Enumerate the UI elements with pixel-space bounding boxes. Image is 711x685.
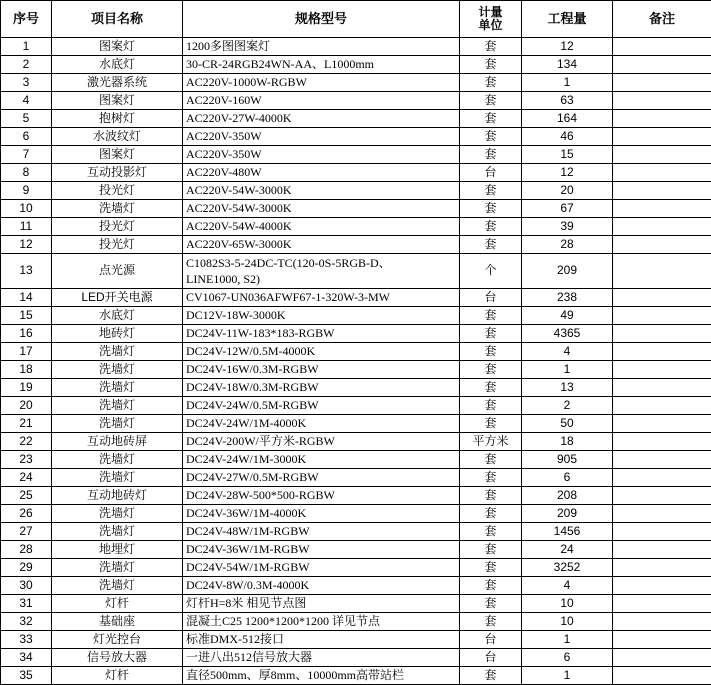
cell-spec: DC24V-24W/0.5M-RGBW bbox=[183, 397, 460, 415]
table-row bbox=[1, 164, 711, 182]
cell-spec: AC220V-27W-4000K bbox=[183, 110, 460, 128]
table-header-row bbox=[1, 1, 711, 38]
cell-index: 25 bbox=[1, 487, 52, 505]
cell-spec: DC24V-16W/0.3M-RGBW bbox=[183, 361, 460, 379]
cell-unit: 套 bbox=[460, 110, 522, 128]
cell-quantity: 63 bbox=[522, 92, 613, 110]
table-row bbox=[1, 541, 711, 559]
cell-name: 激光器系统 bbox=[52, 74, 183, 92]
cell-spec: AC220V-1000W-RGBW bbox=[183, 74, 460, 92]
cell-name: 洗墙灯 bbox=[52, 200, 183, 218]
cell-quantity: 10 bbox=[522, 613, 613, 631]
cell-unit: 套 bbox=[460, 595, 522, 613]
cell-name: 洗墙灯 bbox=[52, 469, 183, 487]
table-row bbox=[1, 451, 711, 469]
cell-spec: DC24V-24W/1M-4000K bbox=[183, 415, 460, 433]
cell-note bbox=[613, 128, 711, 146]
cell-index: 3 bbox=[1, 74, 52, 92]
cell-quantity: 15 bbox=[522, 146, 613, 164]
cell-name: 地砖灯 bbox=[52, 325, 183, 343]
cell-quantity: 46 bbox=[522, 128, 613, 146]
cell-quantity: 209 bbox=[522, 254, 613, 289]
cell-unit: 套 bbox=[460, 667, 522, 685]
cell-name: 水底灯 bbox=[52, 307, 183, 325]
cell-index: 11 bbox=[1, 218, 52, 236]
cell-quantity: 20 bbox=[522, 182, 613, 200]
table-row bbox=[1, 595, 711, 613]
cell-name: 信号放大器 bbox=[52, 649, 183, 667]
cell-quantity: 24 bbox=[522, 541, 613, 559]
cell-note bbox=[613, 56, 711, 74]
cell-index: 28 bbox=[1, 541, 52, 559]
table-row bbox=[1, 38, 711, 56]
cell-unit: 台 bbox=[460, 289, 522, 307]
cell-spec: 1200多图图案灯 bbox=[183, 38, 460, 56]
table-body bbox=[1, 38, 711, 685]
cell-quantity: 67 bbox=[522, 200, 613, 218]
table-row bbox=[1, 74, 711, 92]
cell-name: 灯光控台 bbox=[52, 631, 183, 649]
cell-index: 1 bbox=[1, 38, 52, 56]
cell-unit: 套 bbox=[460, 128, 522, 146]
cell-unit: 套 bbox=[460, 415, 522, 433]
cell-unit: 套 bbox=[460, 325, 522, 343]
column-header-spec: 规格型号 bbox=[183, 1, 460, 38]
table-row bbox=[1, 631, 711, 649]
cell-quantity: 12 bbox=[522, 38, 613, 56]
cell-spec: DC24V-28W-500*500-RGBW bbox=[183, 487, 460, 505]
cell-note bbox=[613, 361, 711, 379]
cell-spec: AC220V-54W-3000K bbox=[183, 182, 460, 200]
cell-index: 29 bbox=[1, 559, 52, 577]
cell-index: 6 bbox=[1, 128, 52, 146]
cell-spec: AC220V-65W-3000K bbox=[183, 236, 460, 254]
cell-unit: 台 bbox=[460, 649, 522, 667]
cell-name: 水底灯 bbox=[52, 56, 183, 74]
cell-quantity: 3252 bbox=[522, 559, 613, 577]
cell-name: 互动投影灯 bbox=[52, 164, 183, 182]
cell-spec: AC220V-350W bbox=[183, 128, 460, 146]
cell-name: 投光灯 bbox=[52, 182, 183, 200]
cell-spec: DC24V-8W/0.3M-4000K bbox=[183, 577, 460, 595]
cell-note bbox=[613, 631, 711, 649]
cell-spec: DC24V-27W/0.5M-RGBW bbox=[183, 469, 460, 487]
cell-index: 24 bbox=[1, 469, 52, 487]
cell-unit: 套 bbox=[460, 577, 522, 595]
cell-note bbox=[613, 74, 711, 92]
table-row bbox=[1, 649, 711, 667]
cell-note bbox=[613, 397, 711, 415]
cell-index: 31 bbox=[1, 595, 52, 613]
cell-spec: 混凝土C25 1200*1200*1200 详见节点 bbox=[183, 613, 460, 631]
cell-index: 35 bbox=[1, 667, 52, 685]
cell-index: 8 bbox=[1, 164, 52, 182]
cell-index: 12 bbox=[1, 236, 52, 254]
table-row bbox=[1, 559, 711, 577]
cell-note bbox=[613, 523, 711, 541]
cell-spec: DC24V-24W/1M-3000K bbox=[183, 451, 460, 469]
cell-quantity: 12 bbox=[522, 164, 613, 182]
cell-name: 抱树灯 bbox=[52, 110, 183, 128]
table-row bbox=[1, 379, 711, 397]
cell-name: 图案灯 bbox=[52, 146, 183, 164]
cell-note bbox=[613, 146, 711, 164]
cell-index: 10 bbox=[1, 200, 52, 218]
cell-name: 洗墙灯 bbox=[52, 361, 183, 379]
table-row bbox=[1, 487, 711, 505]
cell-index: 17 bbox=[1, 343, 52, 361]
cell-unit: 套 bbox=[460, 469, 522, 487]
cell-unit: 套 bbox=[460, 38, 522, 56]
cell-spec-line1: C1082S3-5-24DC-TC(120-0S-5RGB-D、 bbox=[186, 255, 456, 271]
cell-note bbox=[613, 433, 711, 451]
column-header-unit-line1: 计量 bbox=[463, 6, 518, 19]
cell-name: 基础座 bbox=[52, 613, 183, 631]
cell-name: 投光灯 bbox=[52, 218, 183, 236]
cell-name: 洗墙灯 bbox=[52, 343, 183, 361]
cell-spec: 一进八出512信号放大器 bbox=[183, 649, 460, 667]
cell-index: 9 bbox=[1, 182, 52, 200]
cell-name: 地埋灯 bbox=[52, 541, 183, 559]
cell-quantity: 208 bbox=[522, 487, 613, 505]
table-row bbox=[1, 469, 711, 487]
table-row bbox=[1, 254, 711, 289]
cell-name: 图案灯 bbox=[52, 92, 183, 110]
cell-spec: DC24V-200W/平方米-RGBW bbox=[183, 433, 460, 451]
cell-unit: 台 bbox=[460, 164, 522, 182]
cell-index: 5 bbox=[1, 110, 52, 128]
cell-note bbox=[613, 289, 711, 307]
column-header-quantity: 工程量 bbox=[522, 1, 613, 38]
cell-quantity: 39 bbox=[522, 218, 613, 236]
table-row bbox=[1, 56, 711, 74]
cell-index: 18 bbox=[1, 361, 52, 379]
cell-spec: DC24V-48W/1M-RGBW bbox=[183, 523, 460, 541]
cell-note bbox=[613, 92, 711, 110]
cell-name: 互动地砖屏 bbox=[52, 433, 183, 451]
cell-note bbox=[613, 200, 711, 218]
cell-quantity: 6 bbox=[522, 649, 613, 667]
cell-note bbox=[613, 577, 711, 595]
table-row bbox=[1, 182, 711, 200]
cell-quantity: 1 bbox=[522, 361, 613, 379]
cell-spec: DC24V-11W-183*183-RGBW bbox=[183, 325, 460, 343]
cell-spec: 标准DMX-512接口 bbox=[183, 631, 460, 649]
cell-index: 15 bbox=[1, 307, 52, 325]
cell-note bbox=[613, 595, 711, 613]
cell-name: 图案灯 bbox=[52, 38, 183, 56]
cell-unit: 套 bbox=[460, 361, 522, 379]
cell-quantity: 1 bbox=[522, 631, 613, 649]
cell-index: 33 bbox=[1, 631, 52, 649]
cell-note bbox=[613, 379, 711, 397]
cell-unit: 套 bbox=[460, 236, 522, 254]
cell-note bbox=[613, 649, 711, 667]
cell-quantity: 4 bbox=[522, 343, 613, 361]
cell-quantity: 13 bbox=[522, 379, 613, 397]
column-header-index: 序号 bbox=[1, 1, 52, 38]
cell-spec: 灯杆H=8米 相见节点图 bbox=[183, 595, 460, 613]
cell-quantity: 905 bbox=[522, 451, 613, 469]
cell-name: 点光源 bbox=[52, 254, 183, 289]
cell-index: 34 bbox=[1, 649, 52, 667]
table-row bbox=[1, 200, 711, 218]
cell-note bbox=[613, 487, 711, 505]
cell-spec: DC24V-36W/1M-RGBW bbox=[183, 541, 460, 559]
cell-quantity: 4365 bbox=[522, 325, 613, 343]
cell-index: 32 bbox=[1, 613, 52, 631]
cell-quantity: 134 bbox=[522, 56, 613, 74]
cell-name: 洗墙灯 bbox=[52, 505, 183, 523]
table-row bbox=[1, 110, 711, 128]
cell-note bbox=[613, 415, 711, 433]
cell-index: 22 bbox=[1, 433, 52, 451]
cell-note bbox=[613, 236, 711, 254]
cell-index: 14 bbox=[1, 289, 52, 307]
cell-unit: 套 bbox=[460, 307, 522, 325]
cell-quantity: 164 bbox=[522, 110, 613, 128]
cell-unit: 套 bbox=[460, 343, 522, 361]
cell-unit: 套 bbox=[460, 541, 522, 559]
cell-quantity: 50 bbox=[522, 415, 613, 433]
cell-name: 洗墙灯 bbox=[52, 559, 183, 577]
table-row bbox=[1, 343, 711, 361]
cell-unit: 个 bbox=[460, 254, 522, 289]
table-row bbox=[1, 361, 711, 379]
cell-spec-line2: LINE1000, S2) bbox=[186, 271, 456, 287]
cell-spec: 直径500mm、厚8mm、10000mm高带站栏 bbox=[183, 667, 460, 685]
cell-spec: DC12V-18W-3000K bbox=[183, 307, 460, 325]
cell-index: 19 bbox=[1, 379, 52, 397]
cell-note bbox=[613, 182, 711, 200]
cell-note bbox=[613, 559, 711, 577]
cell-index: 26 bbox=[1, 505, 52, 523]
table-row bbox=[1, 128, 711, 146]
cell-spec: CV1067-UN036AFWF67-1-320W-3-MW bbox=[183, 289, 460, 307]
table-row bbox=[1, 307, 711, 325]
table-row bbox=[1, 505, 711, 523]
cell-quantity: 1 bbox=[522, 667, 613, 685]
cell-note bbox=[613, 307, 711, 325]
cell-name: 洗墙灯 bbox=[52, 577, 183, 595]
column-header-name: 项目名称 bbox=[52, 1, 183, 38]
cell-unit: 套 bbox=[460, 218, 522, 236]
cell-note bbox=[613, 110, 711, 128]
cell-name: 投光灯 bbox=[52, 236, 183, 254]
cell-unit: 套 bbox=[460, 146, 522, 164]
cell-spec: AC220V-54W-3000K bbox=[183, 200, 460, 218]
cell-name: 灯杆 bbox=[52, 595, 183, 613]
cell-index: 7 bbox=[1, 146, 52, 164]
cell-index: 20 bbox=[1, 397, 52, 415]
cell-quantity: 6 bbox=[522, 469, 613, 487]
cell-note bbox=[613, 254, 711, 289]
column-header-unit bbox=[460, 1, 522, 38]
cell-quantity: 209 bbox=[522, 505, 613, 523]
table-row bbox=[1, 613, 711, 631]
cell-unit: 套 bbox=[460, 379, 522, 397]
cell-index: 23 bbox=[1, 451, 52, 469]
cell-quantity: 238 bbox=[522, 289, 613, 307]
table-row bbox=[1, 397, 711, 415]
cell-name: 洗墙灯 bbox=[52, 415, 183, 433]
cell-unit: 套 bbox=[460, 397, 522, 415]
cell-quantity: 10 bbox=[522, 595, 613, 613]
cell-index: 21 bbox=[1, 415, 52, 433]
cell-spec: DC24V-54W/1M-RGBW bbox=[183, 559, 460, 577]
cell-note bbox=[613, 38, 711, 56]
cell-quantity: 1456 bbox=[522, 523, 613, 541]
cell-quantity: 1 bbox=[522, 74, 613, 92]
table-row bbox=[1, 236, 711, 254]
column-header-note: 备注 bbox=[613, 1, 711, 38]
cell-spec: AC220V-480W bbox=[183, 164, 460, 182]
cell-spec: 30-CR-24RGB24WN-AA、L1000mm bbox=[183, 56, 460, 74]
table-row bbox=[1, 577, 711, 595]
cell-note bbox=[613, 218, 711, 236]
cell-unit: 套 bbox=[460, 613, 522, 631]
cell-spec: AC220V-350W bbox=[183, 146, 460, 164]
cell-unit: 套 bbox=[460, 505, 522, 523]
cell-unit: 套 bbox=[460, 451, 522, 469]
cell-unit: 套 bbox=[460, 200, 522, 218]
cell-quantity: 18 bbox=[522, 433, 613, 451]
cell-spec: AC220V-54W-4000K bbox=[183, 218, 460, 236]
table-row bbox=[1, 218, 711, 236]
cell-spec: DC24V-36W/1M-4000K bbox=[183, 505, 460, 523]
cell-unit: 套 bbox=[460, 74, 522, 92]
cell-index: 13 bbox=[1, 254, 52, 289]
table-row bbox=[1, 523, 711, 541]
cell-index: 30 bbox=[1, 577, 52, 595]
cell-index: 4 bbox=[1, 92, 52, 110]
cell-name: 洗墙灯 bbox=[52, 379, 183, 397]
cell-unit: 套 bbox=[460, 487, 522, 505]
cell-unit: 套 bbox=[460, 92, 522, 110]
cell-spec: DC24V-18W/0.3M-RGBW bbox=[183, 379, 460, 397]
cell-spec: AC220V-160W bbox=[183, 92, 460, 110]
cell-note bbox=[613, 469, 711, 487]
cell-index: 27 bbox=[1, 523, 52, 541]
cell-name: 灯杆 bbox=[52, 667, 183, 685]
cell-unit: 台 bbox=[460, 631, 522, 649]
cell-name: 洗墙灯 bbox=[52, 523, 183, 541]
cell-note bbox=[613, 325, 711, 343]
cell-quantity: 4 bbox=[522, 577, 613, 595]
column-header-unit-line2: 单位 bbox=[463, 19, 518, 32]
table-row bbox=[1, 415, 711, 433]
cell-spec bbox=[183, 254, 460, 289]
cell-name: 互动地砖灯 bbox=[52, 487, 183, 505]
table-row bbox=[1, 433, 711, 451]
cell-note bbox=[613, 505, 711, 523]
table-row bbox=[1, 325, 711, 343]
cell-name: 水波纹灯 bbox=[52, 128, 183, 146]
cell-note bbox=[613, 164, 711, 182]
cell-note bbox=[613, 541, 711, 559]
table-row bbox=[1, 146, 711, 164]
cell-note bbox=[613, 343, 711, 361]
cell-name: 洗墙灯 bbox=[52, 451, 183, 469]
cell-note bbox=[613, 613, 711, 631]
cell-unit: 平方米 bbox=[460, 433, 522, 451]
cell-quantity: 49 bbox=[522, 307, 613, 325]
cell-unit: 套 bbox=[460, 56, 522, 74]
table-row bbox=[1, 92, 711, 110]
cell-spec: DC24V-12W/0.5M-4000K bbox=[183, 343, 460, 361]
cell-index: 16 bbox=[1, 325, 52, 343]
cell-name: LED开关电源 bbox=[52, 289, 183, 307]
cell-index: 2 bbox=[1, 56, 52, 74]
cell-unit: 套 bbox=[460, 523, 522, 541]
cell-quantity: 2 bbox=[522, 397, 613, 415]
cell-quantity: 28 bbox=[522, 236, 613, 254]
cell-note bbox=[613, 451, 711, 469]
cell-name: 洗墙灯 bbox=[52, 397, 183, 415]
cell-unit: 套 bbox=[460, 182, 522, 200]
table-row bbox=[1, 289, 711, 307]
cell-unit: 套 bbox=[460, 559, 522, 577]
